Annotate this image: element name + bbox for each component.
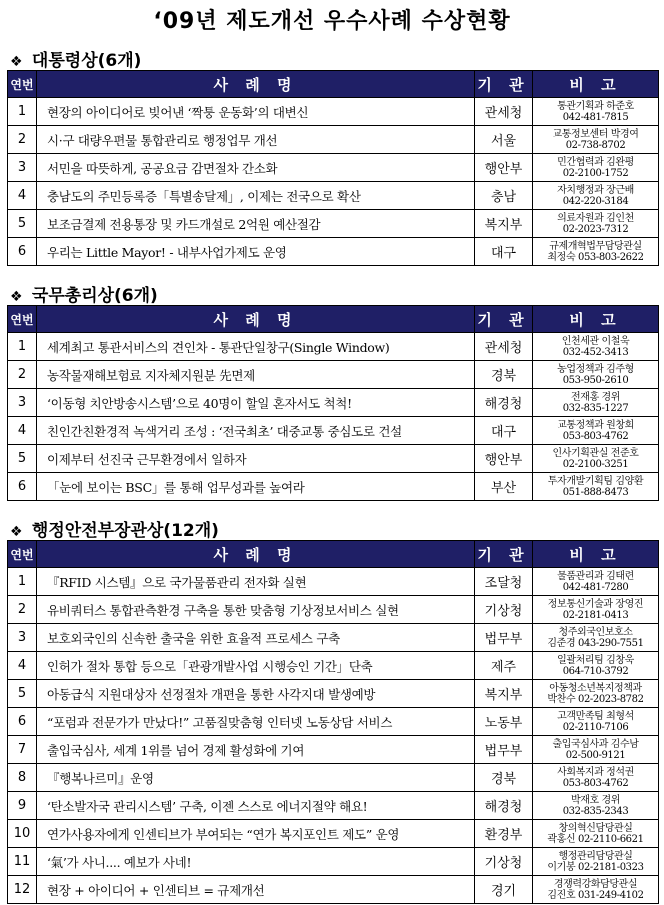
case-title: ‘이동형 치안방송시스템’으로 40명이 할일 혼자서도 척척! [37, 389, 475, 417]
remarks-contact [533, 736, 659, 764]
remarks-contact [533, 876, 659, 904]
header-org: 기 관 [475, 541, 533, 568]
agency: 대구 [475, 238, 533, 266]
header-org: 기 관 [475, 306, 533, 333]
table-row [8, 624, 659, 652]
contact-line-2: 053-950-2610 [562, 374, 629, 386]
row-number: 2 [8, 126, 37, 154]
contact-line-2: 김진호 031-249-4102 [547, 889, 644, 901]
table-row [8, 876, 659, 904]
remarks-contact [533, 98, 659, 126]
row-number: 9 [8, 792, 37, 820]
table-row [8, 333, 659, 361]
agency: 경북 [475, 764, 533, 792]
agency: 대구 [475, 417, 533, 445]
contact-line-1: 인사기획관실 전준호 [552, 447, 639, 459]
header-case: 사 례 명 [37, 541, 475, 568]
contact-line-2: 02-2181-0413 [562, 609, 629, 621]
contact-line-2: 이기봉 02-2181-0323 [547, 861, 644, 873]
contact-line-1: 고객만족팀 최형석 [557, 710, 634, 722]
table-row [8, 417, 659, 445]
case-title: 농작물재해보험료 지자체지원분 先면제 [37, 361, 475, 389]
contact-line-1: 사회복지과 정석권 [557, 766, 634, 778]
table-row [8, 652, 659, 680]
contact-line-2: 032-835-2343 [562, 805, 629, 817]
row-number: 2 [8, 361, 37, 389]
case-title: “포럼과 전문가가 만났다!” 고품질맞춤형 인터넷 노동상담 서비스 [37, 708, 475, 736]
contact-line-1: 박재호 경위 [570, 794, 621, 806]
contact-line-2: 053-803-4762 [562, 430, 629, 442]
diamond-bullet-icon: ❖ [10, 54, 23, 70]
case-title: 아동급식 지원대상자 선정절차 개편을 통한 사각지대 발생예방 [37, 680, 475, 708]
agency: 서울 [475, 126, 533, 154]
contact-line-1: 교통정보센터 박경여 [552, 128, 639, 140]
header-no: 연번 [8, 71, 37, 98]
contact-line-1: 일괄처리팀 김창욱 [557, 654, 634, 666]
table-row [8, 764, 659, 792]
contact-line-2: 박찬수 02-2023-8782 [547, 693, 644, 705]
case-title: ‘탄소발자국 관리시스템’ 구축, 이젠 스스로 에너지절약 해요! [37, 792, 475, 820]
row-number: 5 [8, 445, 37, 473]
remarks-contact [533, 848, 659, 876]
page-title: ‘09년 제도개선 우수사례 수상현황 [153, 9, 511, 34]
case-title: 서민을 따뜻하게, 공공요금 감면절차 간소화 [37, 154, 475, 182]
case-title: 『행복나르미』운영 [37, 764, 475, 792]
row-number: 1 [8, 98, 37, 126]
remarks-contact [533, 126, 659, 154]
agency: 행안부 [475, 154, 533, 182]
agency: 행안부 [475, 445, 533, 473]
contact-line-1: 민간협력과 김완평 [557, 156, 634, 168]
agency: 조달청 [475, 568, 533, 596]
remarks-contact [533, 445, 659, 473]
agency: 해경청 [475, 389, 533, 417]
contact-line-1: 정보통신기술과 장영진 [547, 598, 644, 610]
table-row [8, 680, 659, 708]
remarks-contact [533, 182, 659, 210]
header-note: 비 고 [533, 306, 659, 333]
case-title: 시·구 대량우편물 통합관리로 행정업무 개선 [37, 126, 475, 154]
row-number: 4 [8, 182, 37, 210]
table-row [8, 708, 659, 736]
row-number: 8 [8, 764, 37, 792]
case-title: 유비쿼터스 통합관측환경 구축을 통한 맞춤형 기상정보서비스 실현 [37, 596, 475, 624]
remarks-contact [533, 361, 659, 389]
contact-line-2: 최정숙 053-803-2622 [547, 251, 644, 263]
case-title: 친인간친환경적 녹색거리 조성 : ‘전국최초’ 대중교통 중심도로 건설 [37, 417, 475, 445]
table-row [8, 820, 659, 848]
agency: 기상청 [475, 848, 533, 876]
contact-line-2: 02-2023-7312 [562, 223, 629, 235]
header-org: 기 관 [475, 71, 533, 98]
agency: 충남 [475, 182, 533, 210]
case-title: 현장 + 아이디어 + 인센티브 = 규제개선 [37, 876, 475, 904]
row-number: 11 [8, 848, 37, 876]
contact-line-2: 053-803-4762 [562, 777, 629, 789]
remarks-contact [533, 417, 659, 445]
remarks-contact [533, 238, 659, 266]
case-title: ‘氣’가 사니.... 예보가 사네! [37, 848, 475, 876]
contact-line-1: 청주외국인보호소 [558, 626, 633, 638]
contact-line-1: 창의혁신담당관실 [558, 822, 633, 834]
table-row [8, 596, 659, 624]
agency: 제주 [475, 652, 533, 680]
contact-line-2: 064-710-3792 [562, 665, 629, 677]
remarks-contact [533, 708, 659, 736]
row-number: 1 [8, 333, 37, 361]
table-header-row [8, 541, 659, 568]
agency: 해경청 [475, 792, 533, 820]
agency: 법무부 [475, 736, 533, 764]
contact-line-2: 02-500-9121 [565, 749, 626, 761]
section-heading-label: 행정안전부장관상(12개) [31, 521, 219, 541]
row-number: 12 [8, 876, 37, 904]
row-number: 7 [8, 736, 37, 764]
table-row [8, 154, 659, 182]
row-number: 5 [8, 210, 37, 238]
remarks-contact [533, 596, 659, 624]
remarks-contact [533, 764, 659, 792]
contact-line-2: 02-2100-3251 [562, 458, 629, 470]
case-title: 현장의 아이디어로 빚어낸 ‘짝퉁 운동화’의 대변신 [37, 98, 475, 126]
agency: 환경부 [475, 820, 533, 848]
diamond-bullet-icon: ❖ [10, 524, 23, 540]
contact-line-1: 행정관리담당관실 [558, 850, 633, 862]
diamond-bullet-icon: ❖ [10, 289, 23, 305]
table-header-row [8, 306, 659, 333]
table-row [8, 389, 659, 417]
row-number: 6 [8, 473, 37, 501]
table-row [8, 568, 659, 596]
contact-line-1: 전재홍 경위 [570, 391, 621, 403]
remarks-contact [533, 568, 659, 596]
header-no: 연번 [8, 306, 37, 333]
contact-line-2: 02-2100-1752 [562, 167, 629, 179]
table-row [8, 445, 659, 473]
award-table-prime-minister [7, 305, 659, 501]
table-row [8, 238, 659, 266]
row-number: 3 [8, 624, 37, 652]
section-heading-label: 대통령상(6개) [31, 51, 142, 71]
row-number: 1 [8, 568, 37, 596]
table-row [8, 210, 659, 238]
case-title: 보호외국인의 신속한 출국을 위한 효율적 프로세스 구축 [37, 624, 475, 652]
remarks-contact [533, 333, 659, 361]
contact-line-2: 02-2110-7106 [562, 721, 629, 733]
table-header-row [8, 71, 659, 98]
row-number: 10 [8, 820, 37, 848]
remarks-contact [533, 680, 659, 708]
case-title: 출입국심사, 세계 1위를 넘어 경제 활성화에 기여 [37, 736, 475, 764]
contact-line-1: 농업정책과 김주형 [557, 363, 634, 375]
row-number: 4 [8, 417, 37, 445]
remarks-contact [533, 820, 659, 848]
agency: 관세청 [475, 333, 533, 361]
case-title: 인허가 절차 통합 등으로「관광개발사업 시행승인 기간」단축 [37, 652, 475, 680]
contact-line-2: 김준경 043-290-7551 [547, 637, 644, 649]
contact-line-1: 인천세관 이철욱 [561, 335, 630, 347]
agency: 부산 [475, 473, 533, 501]
agency: 복지부 [475, 210, 533, 238]
row-number: 6 [8, 708, 37, 736]
contact-line-2: 곽홍신 02-2110-6621 [547, 833, 644, 845]
header-case: 사 례 명 [37, 71, 475, 98]
row-number: 3 [8, 389, 37, 417]
contact-line-2: 032-835-1227 [562, 402, 629, 414]
agency: 경북 [475, 361, 533, 389]
case-title: 세계최고 통관서비스의 견인차 - 통관단일창구(Single Window) [37, 333, 475, 361]
contact-line-2: 042-481-7815 [562, 111, 629, 123]
section-heading-minister [10, 516, 219, 541]
row-number: 3 [8, 154, 37, 182]
agency: 노동부 [475, 708, 533, 736]
remarks-contact [533, 389, 659, 417]
case-title: 「눈에 보이는 BSC」를 통해 업무성과를 높여라 [37, 473, 475, 501]
table-row [8, 792, 659, 820]
contact-line-2: 051-888-8473 [562, 486, 629, 498]
table-row [8, 98, 659, 126]
remarks-contact [533, 154, 659, 182]
header-note: 비 고 [533, 541, 659, 568]
row-number: 6 [8, 238, 37, 266]
award-table-presidential [7, 70, 659, 266]
remarks-contact [533, 624, 659, 652]
case-title: 충남도의 주민등록증「특별송달제」, 이제는 전국으로 확산 [37, 182, 475, 210]
contact-line-2: 032-452-3413 [562, 346, 629, 358]
contact-line-1: 통관기획과 하준호 [557, 100, 634, 112]
remarks-contact [533, 792, 659, 820]
agency: 법무부 [475, 624, 533, 652]
contact-line-2: 042-220-3184 [562, 195, 629, 207]
row-number: 4 [8, 652, 37, 680]
table-row [8, 126, 659, 154]
case-title: 우리는 Little Mayor! - 내부사업가제도 운영 [37, 238, 475, 266]
row-number: 2 [8, 596, 37, 624]
contact-line-1: 물품관리과 김태련 [557, 570, 634, 582]
case-title: 이제부터 선진국 근무환경에서 일하자 [37, 445, 475, 473]
agency: 기상청 [475, 596, 533, 624]
contact-line-1: 경쟁력강화담당관실 [553, 878, 638, 890]
agency: 복지부 [475, 680, 533, 708]
header-no: 연번 [8, 541, 37, 568]
agency: 경기 [475, 876, 533, 904]
remarks-contact [533, 652, 659, 680]
table-row [8, 848, 659, 876]
case-title: 『RFID 시스템』으로 국가물품관리 전자화 실현 [37, 568, 475, 596]
contact-line-2: 02-738-8702 [565, 139, 626, 151]
contact-line-1: 자치행정과 장근배 [557, 184, 634, 196]
contact-line-1: 교통정책과 원창희 [557, 419, 634, 431]
contact-line-1: 규제개혁법무담당관실 [549, 240, 642, 252]
case-title: 연가사용자에게 인센티브가 부여되는 “연가 복지포인트 제도” 운영 [37, 820, 475, 848]
table-row [8, 473, 659, 501]
header-note: 비 고 [533, 71, 659, 98]
remarks-contact [533, 473, 659, 501]
award-table-minister [7, 540, 659, 904]
agency: 관세청 [475, 98, 533, 126]
table-row [8, 182, 659, 210]
section-heading-presidential [10, 46, 141, 71]
remarks-contact [533, 210, 659, 238]
row-number: 5 [8, 680, 37, 708]
contact-line-1: 투자개발기획팀 김양환 [547, 475, 644, 487]
contact-line-1: 출입국심사과 김수남 [552, 738, 639, 750]
contact-line-1: 아동청소년복지정책과 [549, 682, 642, 694]
contact-line-2: 042-481-7280 [562, 581, 629, 593]
header-case: 사 례 명 [37, 306, 475, 333]
table-row [8, 361, 659, 389]
case-title: 보조금결제 전용통장 및 카드개설로 2억원 예산절감 [37, 210, 475, 238]
section-heading-label: 국무총리상(6개) [31, 286, 158, 306]
section-heading-prime-minister [10, 281, 158, 306]
contact-line-1: 의료자원과 김인천 [557, 212, 634, 224]
table-row [8, 736, 659, 764]
